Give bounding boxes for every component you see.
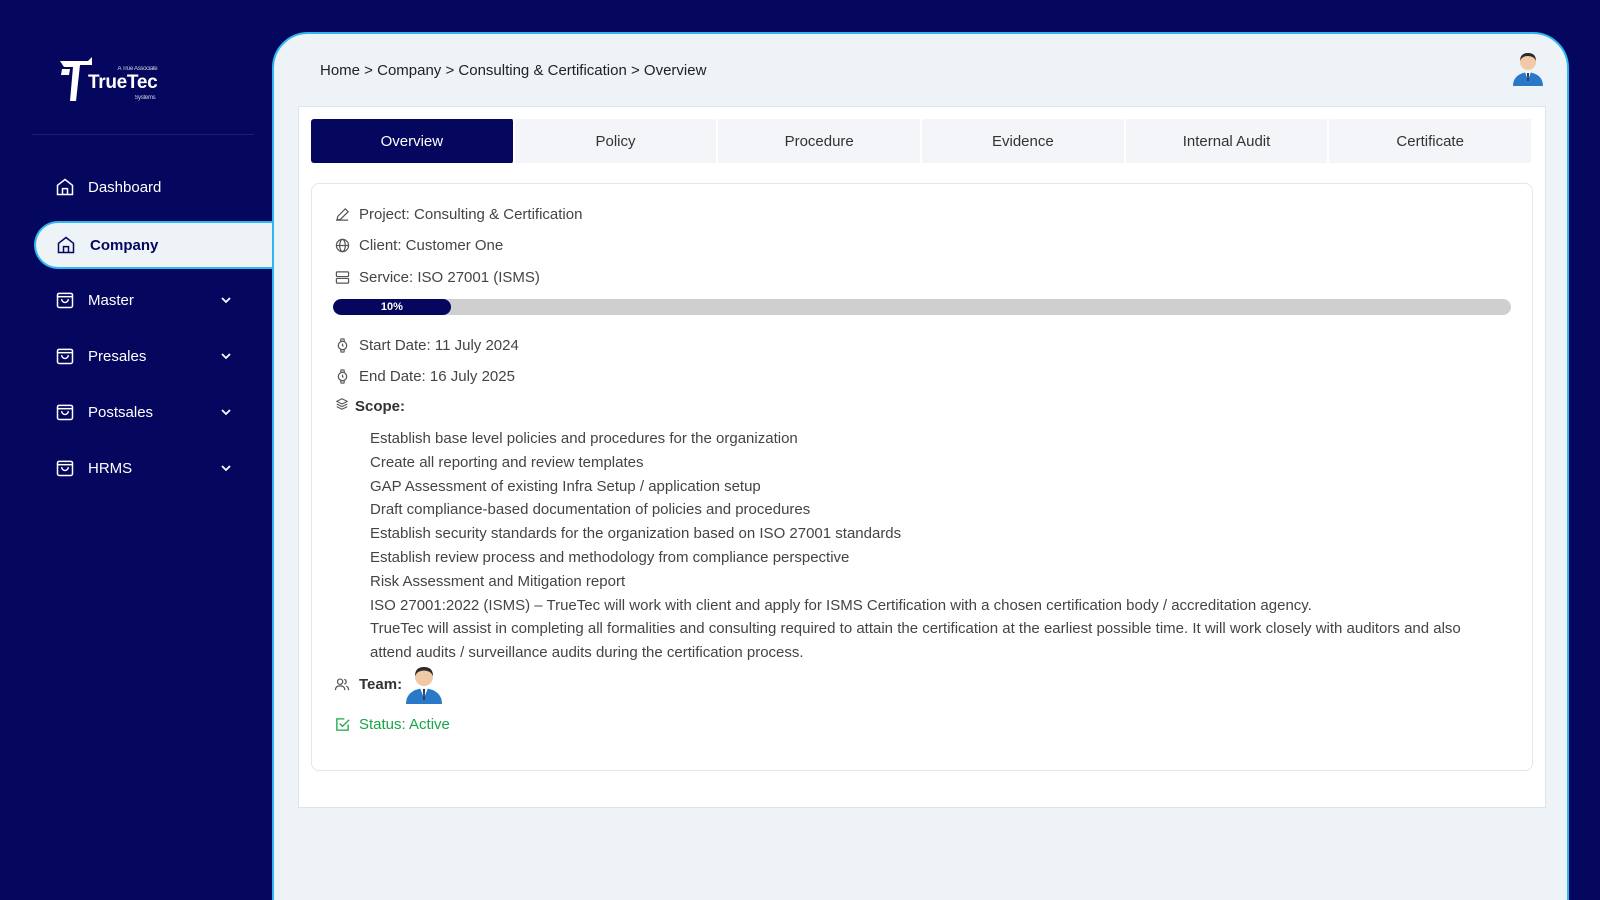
pencil-icon [334,207,350,223]
chevron-down-icon[interactable] [218,348,234,364]
chevron-down-icon[interactable] [218,404,234,420]
client-row [334,237,503,254]
sidebar-item-label: Postsales [88,403,154,421]
watch-icon [334,369,350,385]
brand-name: TrueTec A True Associate Systems [88,66,158,101]
project-details-card [311,183,1533,771]
client-text: Client: Customer One [359,237,504,254]
sidebar-item-dashboard[interactable] [54,167,234,207]
sidebar-item-label: Dashboard [88,178,162,196]
tab-procedure[interactable]: Procedure [718,119,922,163]
sidebar-item-hrms[interactable] [54,448,234,488]
brand-subtitle: Systems [134,95,156,101]
chevron-down-icon[interactable] [218,460,234,476]
bag-icon [54,401,76,423]
scope-label: Scope: [355,398,406,415]
scope-list [370,427,1490,665]
sidebar-item-presales[interactable] [54,336,234,376]
home-icon [56,234,78,256]
list-item: GAP Assessment of existing Infra Setup / application setup [370,477,761,495]
list-item: TrueTec will assist in completing all formalities and consulting required to attain the certification at the earliest possible time. It will work closely with auditors and also attend audits / surveillance audits during the certification process. [370,620,1461,662]
server-icon [334,270,350,286]
team-label: Team: [359,675,403,693]
tab-overview[interactable]: Overview [311,119,515,163]
bag-icon [54,345,76,367]
start-date-row [334,337,519,354]
globe-icon [334,238,350,254]
layers-icon [334,396,350,412]
bag-icon [54,457,76,479]
sidebar-item-label: Presales [88,347,147,365]
sidebar-item-master[interactable] [54,280,234,320]
end-date-text: End Date: 16 July 2025 [359,368,515,385]
list-item: Draft compliance-based documentation of policies and procedures [370,501,811,519]
sidebar-item-label: Company [90,236,159,254]
status-badge: Status: Active [359,716,450,733]
sidebar-item-label: Master [88,291,134,309]
breadcrumb[interactable]: Home > Company > Consulting & Certification > Overview [320,62,707,79]
tab-internal-audit[interactable]: Internal Audit [1126,119,1330,163]
check-square-icon [334,717,350,733]
bag-icon [54,289,76,311]
sidebar-divider [32,134,254,135]
list-item: Establish review process and methodology from compliance perspective [370,548,850,566]
sidebar-item-postsales[interactable] [54,392,234,432]
truetec-logo[interactable] [58,56,168,104]
end-date-row [334,368,515,385]
tab-policy[interactable]: Policy [515,119,719,163]
progress-bar [333,299,1511,315]
list-item: Establish base level policies and procedures for the organization [370,430,798,447]
start-date-text: Start Date: 11 July 2024 [359,337,519,354]
chevron-down-icon[interactable] [218,292,234,308]
scope-row [334,398,405,415]
main-content [272,32,1569,900]
list-item: ISO 27001:2022 (ISMS) – TrueTec will work with client and apply for ISMS Certification with a chosen certification body / accreditation agency. [370,596,1312,614]
service-row [334,269,540,286]
progress-fill: 10% [333,299,451,315]
list-item: Risk Assessment and Mitigation report [370,572,626,590]
home-icon [54,176,76,198]
sidebar [0,0,272,900]
project-text: Project: Consulting & Certification [359,206,583,223]
tab-bar [311,119,1533,163]
project-row [334,206,582,223]
list-item: Establish security standards for the organization based on ISO 27001 standards [370,525,902,543]
status-row [334,716,450,733]
brand-tagline: A True Associate [117,66,158,72]
tab-evidence[interactable]: Evidence [922,119,1126,163]
tab-certificate[interactable]: Certificate [1329,119,1533,163]
overview-panel [298,106,1546,808]
sidebar-item-company[interactable] [34,221,284,269]
users-icon [334,676,350,692]
service-text: Service: ISO 27001 (ISMS) [359,269,540,286]
team-member-avatar-icon[interactable] [404,664,444,704]
list-item: Create all reporting and review templates [370,453,644,471]
user-avatar-icon[interactable] [1511,50,1545,86]
sidebar-item-label: HRMS [88,459,133,477]
watch-icon [334,338,350,354]
team-row [334,664,444,704]
